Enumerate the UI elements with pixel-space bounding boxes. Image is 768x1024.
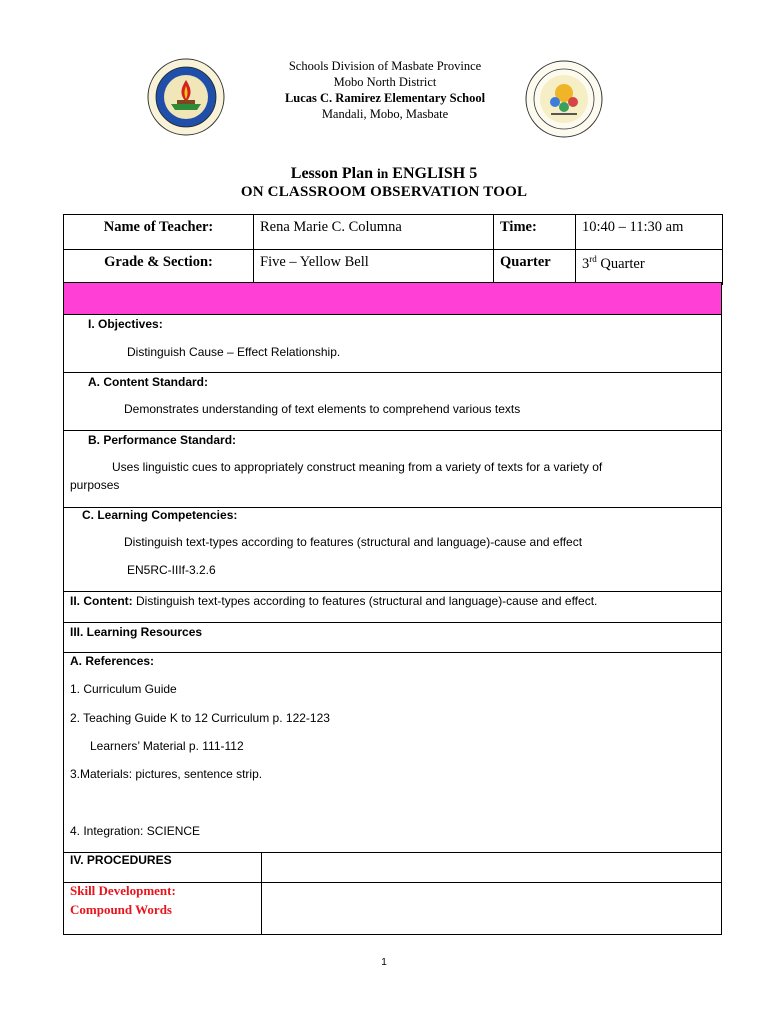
content-text: Distinguish text-types according to features (structural and language)-cause and effect. [132,594,598,608]
grade-label: Grade & Section: [64,250,254,285]
procedures-header-row [63,853,722,883]
title-subject: ENGLISH 5 [392,165,478,182]
competencies-label: C. Learning Competencies: [82,508,238,522]
header-school-name: Lucas C. Ramirez Elementary School [284,91,486,105]
teacher-label: Name of Teacher: [64,215,254,250]
deped-seal-logo [147,58,225,136]
lesson-plan-subtitle: ON CLASSROOM OBSERVATION TOOL [240,184,528,200]
resources-label: III. Learning Resources [70,625,203,639]
competencies-code: EN5RC-IIIf-3.2.6 [127,563,216,577]
performance-standard-text-2: purposes [70,478,120,492]
content-standard-label: A. Content Standard: [88,375,208,389]
teacher-info-table [63,214,723,285]
title-lesson-plan: Lesson Plan [290,165,374,182]
list-item: 3.Materials: pictures, sentence strip. [70,767,263,781]
quarter-word: Quarter [596,255,645,272]
list-item: Learners’ Material p. 111-112 [90,739,244,753]
header-address: Mandali, Mobo, Masbate [321,107,449,121]
quarter-number: 3 [582,255,590,272]
header-district: Mobo North District [333,75,437,89]
content-section [63,592,722,623]
teacher-value: Rena Marie C. Columna [254,215,494,250]
references-label: A. References: [70,654,155,668]
list-item: 4. Integration: SCIENCE [70,824,201,838]
page-number: 1 [381,957,387,968]
performance-standard-text-1: Uses linguistic cues to appropriately construct meaning from a variety of texts for a variety of [112,460,603,474]
performance-standard-label: B. Performance Standard: [88,433,237,447]
lesson-plan-title [0,165,768,183]
objectives-label: I. Objectives: [88,317,163,331]
skill-development-title: Skill Development: [70,883,176,898]
skill-development-row [63,883,722,935]
time-label: Time: [494,215,576,250]
content-standard-text: Demonstrates understanding of text elements to comprehend various texts [124,402,521,416]
competencies-section [63,508,722,592]
table-row [64,250,723,285]
table-row [64,215,723,250]
title-in: in [377,166,389,181]
grade-value: Five – Yellow Bell [254,250,494,285]
content-label: II. Content: [70,594,133,608]
header-division: Schools Division of Masbate Province [288,59,482,73]
column-divider [261,853,262,882]
resources-section [63,623,722,653]
content-standard-section [63,373,722,431]
skill-development-label [70,881,176,919]
pink-band [63,282,722,315]
content-line [70,594,597,608]
column-divider [261,883,262,934]
procedures-label: IV. PROCEDURES [70,853,172,867]
school-header [230,58,540,122]
references-section [63,653,722,853]
skill-development-topic: Compound Words [70,902,172,917]
objectives-section [63,315,722,373]
quarter-label: Quarter [494,250,576,285]
list-item: 2. Teaching Guide K to 12 Curriculum p. 122-123 [70,711,330,725]
quarter-suffix: rd [589,254,597,264]
objectives-text: Distinguish Cause – Effect Relationship. [127,345,341,359]
time-value: 10:40 – 11:30 am [576,215,723,250]
performance-standard-section [63,431,722,508]
list-item: 1. Curriculum Guide [70,682,177,696]
competencies-text: Distinguish text-types according to features (structural and language)-cause and effect [124,535,583,549]
quarter-value [576,250,723,285]
